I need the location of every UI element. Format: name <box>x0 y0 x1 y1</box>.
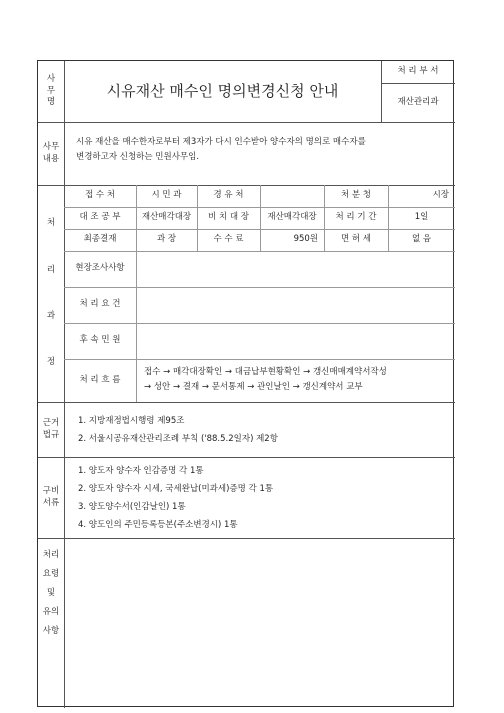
documents-list <box>78 462 448 534</box>
grid-cell: 재산매각대장 <box>141 212 192 223</box>
requirements-label: 처 리 요 건 <box>79 299 121 310</box>
list-item: 2. 양도자 양수자 시세, 국세완납(미과세)증명 각 1통 <box>78 484 274 494</box>
follow-up-label: 후 속 민 원 <box>79 335 121 346</box>
grid-cell: 처 리 기 간 <box>335 212 377 223</box>
label-line: 법규 <box>42 429 60 440</box>
notes-label <box>38 538 64 648</box>
form-title: 시유재산 매수인 명의변경신청 안내 <box>106 82 339 101</box>
label-line: 유의 <box>42 606 60 617</box>
label-char: 처 <box>46 218 56 229</box>
grid-cell: 없 음 <box>411 234 432 245</box>
label-line: 처리 <box>42 549 60 560</box>
grid-cell: 대 조 공 부 <box>79 212 121 223</box>
grid-cell: 시 민 과 <box>151 190 182 201</box>
side-label-char: 명 <box>46 97 56 108</box>
content-text-line: 변경하고자 신청하는 민원사무임. <box>76 152 200 162</box>
divider <box>38 538 455 539</box>
site-survey-value <box>136 251 455 287</box>
label-line: 서류 <box>42 497 60 508</box>
basis-list <box>78 412 448 448</box>
requirements-value <box>136 287 455 323</box>
grid-cell: 최종결재 <box>83 234 117 245</box>
grid-cell: 950원 <box>293 234 318 245</box>
site-survey-label: 현장조사사항 <box>75 263 125 274</box>
flow-label: 처 리 흐 름 <box>79 374 121 385</box>
grid-cell: 1일 <box>414 212 429 223</box>
label-line: 요령 <box>42 568 60 579</box>
label-line: 근거 <box>42 418 60 429</box>
grid-cell: 처 분 청 <box>340 190 372 201</box>
divider <box>38 457 455 458</box>
list-item: 1. 지방재정법시행령 제95조 <box>78 416 185 426</box>
content-text <box>76 135 451 165</box>
label-char: 정 <box>46 357 56 368</box>
divider <box>38 122 455 123</box>
grid-cell: 접 수 처 <box>84 190 116 201</box>
content-text-line: 시유 재산을 매수한자로부터 제3자가 다시 인수받아 양수자의 명의로 매수자를 <box>76 137 366 147</box>
grid-cell: 비 치 대 장 <box>208 212 249 223</box>
dept-label: 처 리 부 서 <box>397 66 439 77</box>
label-line: 사항 <box>42 625 60 636</box>
label-line: 사무 <box>42 142 60 153</box>
grid-cell: 수 수 료 <box>213 234 244 245</box>
form-page <box>37 60 454 707</box>
list-item: 4. 양도인의 주민등록등본(주소변경시) 1통 <box>78 520 238 530</box>
list-item: 3. 양도양수서(인감날인) 1통 <box>78 502 186 512</box>
grid-cell <box>260 185 324 207</box>
label-char: 과 <box>46 310 56 321</box>
label-line: 구비 <box>42 486 60 497</box>
basis-label <box>38 402 64 457</box>
list-item: 2. 서울시공유재산관리조례 부칙 ('88.5.2일자) 제2항 <box>78 434 278 444</box>
divider <box>38 402 455 403</box>
label-char: 리 <box>46 264 56 275</box>
flow-text <box>144 365 454 395</box>
grid-cell: 재산매각대장 <box>267 212 317 223</box>
grid-cell: 경 유 처 <box>213 190 244 201</box>
side-label-char: 사 <box>46 74 56 85</box>
side-label-char: 무 <box>46 85 56 96</box>
follow-up-value <box>136 323 455 359</box>
flow-line: 접수 → 매각대장확인 → 대금납부현황확인 → 갱신매매계약서작성 <box>144 367 387 377</box>
documents-label <box>38 457 64 538</box>
dept-value: 재산관리과 <box>397 96 439 107</box>
label-line: 및 <box>46 587 56 598</box>
label-line: 내용 <box>42 153 60 164</box>
grid-cell: 시장 <box>432 190 449 201</box>
list-item: 1. 양도자 양수자 인감증명 각 1통 <box>78 466 204 476</box>
grid-cell: 면 허 세 <box>340 234 372 245</box>
content-label <box>38 122 64 185</box>
process-label <box>38 185 64 402</box>
grid-cell: 과 장 <box>156 234 177 245</box>
flow-line: → 성안 → 결재 → 문서통제 → 관인날인 → 갱신계약서 교부 <box>144 382 363 392</box>
side-label <box>38 61 64 122</box>
